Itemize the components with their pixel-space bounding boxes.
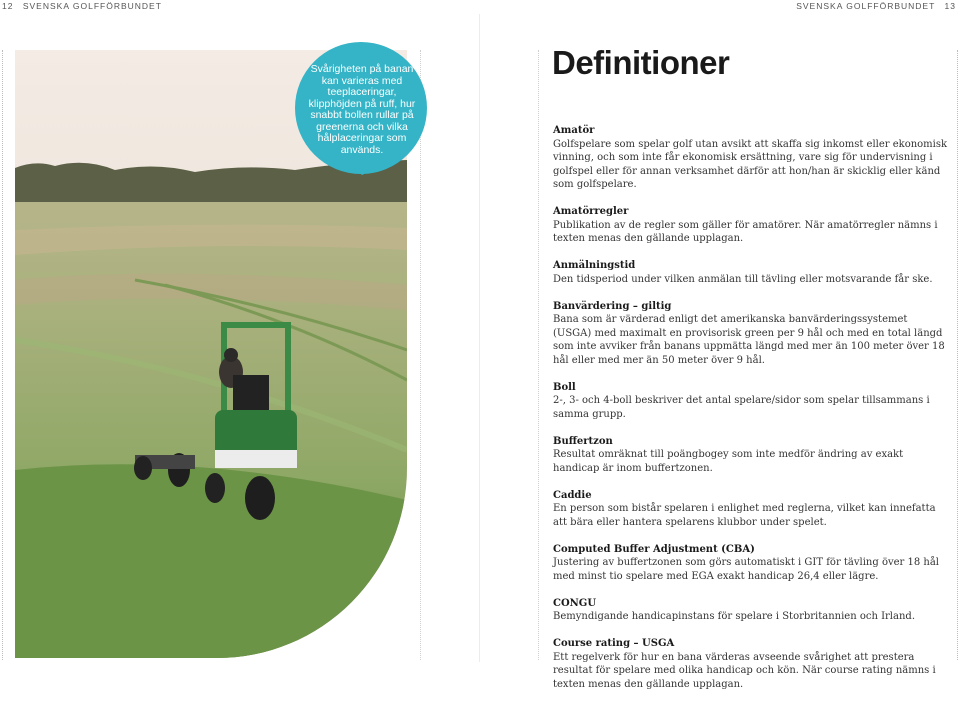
definition-term: Buffertzon [553, 435, 613, 447]
definition-term: Course rating – USGA [553, 638, 675, 649]
inner-dotted-margin-right [538, 50, 539, 660]
callout-text: Svårigheten på banan kan varieras med teeplaceringar, klipphöjden på ruff, hur snabbt bollen rullar på greenerna och vilka hålplaceringar som används. [308, 63, 416, 156]
left-publisher: SVENSKA GOLFFÖRBUNDET [22, 1, 162, 11]
definition-entry [553, 637, 948, 691]
definition-term: Computed Buffer Adjustment (CBA) [553, 543, 755, 555]
definition-text: En person som bistår spelaren i enlighet med reglerna, vilket kan innefatta att bära eller hantera spelarens klubbor under spelet. [553, 503, 936, 528]
definition-entry [553, 300, 948, 368]
definition-text: Ett regelverk för hur en bana värderas avseende svårighet att prestera resultat för spelare med olika handicap och kön. När course rating nämns i texten menas den gällande upplagan. [553, 651, 936, 690]
definition-text: Publikation av de regler som gäller för amatörer. När amatörregler nämns i texten menas den gällande upplagan. [553, 219, 938, 244]
definition-term: Boll [553, 381, 576, 393]
left-dotted-margin [2, 50, 4, 660]
definition-text: Bana som är värderad enligt det amerikanska banvärderingssystemet (USGA) med maximalt en provisorisk green per 9 hål och med en total längd som inte avviker från banans uppmätta längd med mer än 100 meter över 18 hål eller med mer än 50 meter över 9 hål. [553, 314, 945, 366]
definition-term: Amatörregler [553, 206, 629, 217]
definition-entry [553, 435, 948, 476]
right-publisher: SVENSKA GOLFFÖRBUNDET [796, 1, 936, 11]
left-page-header [2, 1, 162, 11]
definition-text: Resultat omräknat till poängbogey som inte medför ändring av exakt handicap är inom buffertzonen. [553, 449, 904, 474]
definitions-list [553, 124, 948, 705]
definition-text: Bemyndigande handicapinstans för spelare i Storbritannien och Irland. [553, 611, 915, 622]
definition-entry [553, 597, 948, 624]
definition-term: Anmälningstid [553, 260, 636, 271]
page-header [0, 0, 960, 14]
definition-entry [553, 381, 948, 422]
right-dotted-margin [957, 50, 959, 660]
definition-entry [553, 543, 948, 584]
definition-entry [553, 259, 948, 286]
left-page-number: 12 [2, 1, 14, 11]
definition-text: Golfspelare som spelar golf utan avsikt att skaffa sig inkomst eller ekonomisk vinning, och som inte får ekonomisk ersättning, vare sig för undervisning i golfspel eller för annan verksamhet därför att hon/han är skicklig eller känd som golfspelare. [553, 138, 948, 190]
page-spine [479, 14, 480, 662]
definition-text: Justering av buffertzonen som görs automatiskt i GIT för tävling över 18 hål med minst tio spelare med EGA exakt handicap 26,4 eller lägre. [553, 557, 939, 582]
definition-term: Amatör [553, 125, 595, 136]
right-page-number: 13 [944, 1, 956, 11]
definition-term: CONGU [553, 597, 597, 609]
definition-text: Den tidsperiod under vilken anmälan till tävling eller motsvarande får ske. [553, 273, 933, 285]
definition-entry [553, 124, 948, 192]
definition-entry [553, 489, 948, 530]
callout-bubble [295, 42, 427, 184]
right-page-header [796, 1, 956, 11]
definition-text: 2-, 3- och 4-boll beskriver det antal spelare/sidor som spelar tillsammans i samma grupp. [553, 395, 930, 420]
page-title: Definitioner [552, 44, 730, 81]
definition-term: Banvärdering – giltig [553, 300, 672, 312]
definition-term: Caddie [553, 489, 592, 501]
definition-entry [553, 205, 948, 246]
